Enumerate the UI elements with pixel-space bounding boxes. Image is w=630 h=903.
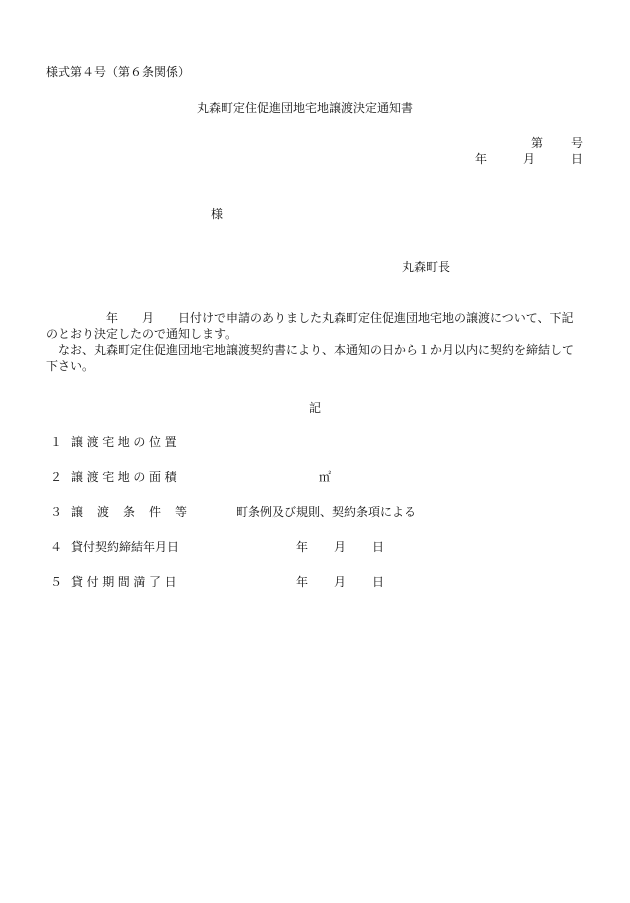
issue-year: 年 [474, 152, 487, 166]
date-month: 月 [334, 575, 347, 589]
issue-month: 月 [522, 152, 535, 166]
lease-expiry-date [296, 576, 384, 588]
application-year: 年 [106, 311, 119, 325]
date-day: 日 [372, 540, 385, 554]
document-number-line [531, 137, 583, 149]
notice-body [46, 310, 584, 374]
issue-date-line [475, 153, 583, 165]
sender-name: 丸森町長 [402, 260, 451, 274]
item-label-land-area: 譲渡宅地の面積 [71, 470, 181, 484]
body-paragraph-2: なお、丸森町定住促進団地宅地譲渡契約書により、本通知の日から１か月以内に契約を締結して下さい。 [46, 343, 575, 373]
date-month: 月 [334, 540, 347, 554]
date-year: 年 [296, 575, 309, 589]
date-day: 日 [372, 575, 385, 589]
ki-heading: 記 [309, 401, 322, 415]
item-label-lease-contract-date: 貸付契約締結年月日 [71, 540, 180, 554]
item-number: ２ [50, 470, 63, 484]
item-label-land-location: 譲渡宅地の位置 [71, 435, 181, 449]
issue-day: 日 [570, 152, 583, 166]
item-label-lease-expiry-date: 貸付期間満了日 [71, 575, 181, 589]
body-paragraph-1-text: 日付けで申請のありました丸森町定住促進団地宅地の譲渡について、下記のとおり決定したので通知します。 [46, 311, 574, 341]
item-number: ５ [50, 575, 63, 589]
form-number: 様式第４号（第６条関係） [46, 65, 191, 79]
item-number: ４ [50, 540, 63, 554]
land-area-unit: ㎡ [319, 470, 332, 484]
number-prefix: 第 [530, 136, 543, 150]
transfer-conditions-value: 町条例及び規則、契約条項による [236, 505, 417, 519]
document-title: 丸森町定住促進団地宅地譲渡決定通知書 [197, 101, 414, 115]
addressee-honorific: 様 [211, 207, 224, 221]
item-label-transfer-conditions: 譲渡条件等 [71, 505, 202, 519]
item-number: ３ [50, 505, 63, 519]
number-suffix: 号 [570, 136, 583, 150]
body-paragraph-1 [46, 310, 584, 342]
lease-contract-date [296, 541, 384, 553]
date-year: 年 [296, 540, 309, 554]
application-month: 月 [142, 311, 155, 325]
item-number: １ [50, 435, 63, 449]
